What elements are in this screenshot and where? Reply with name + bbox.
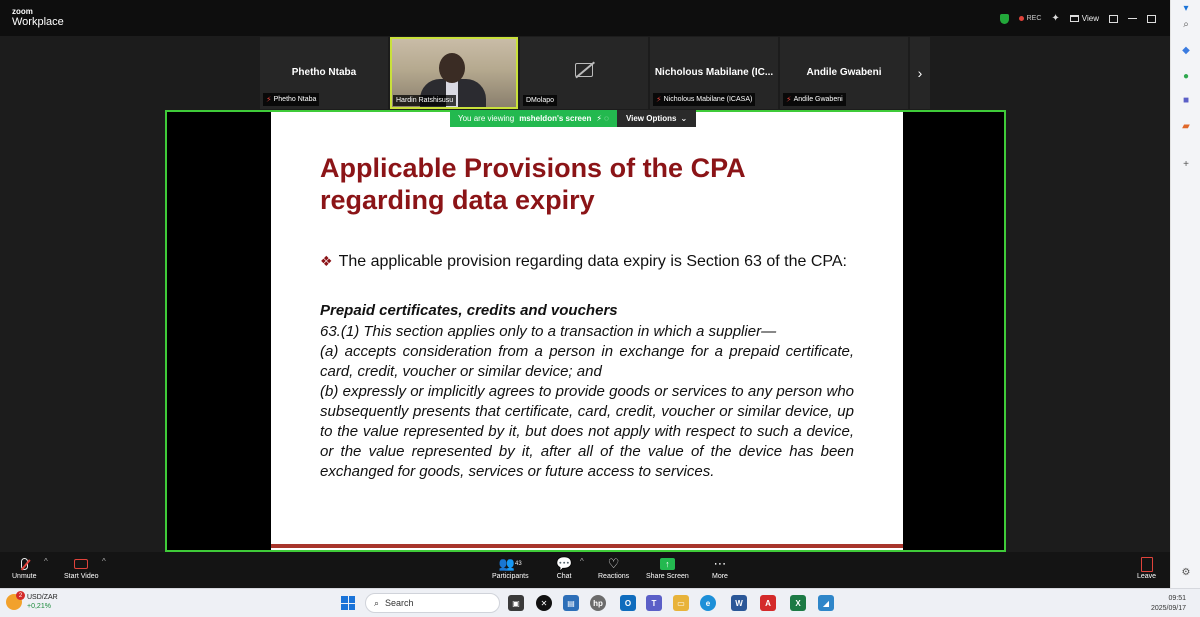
participant-tile[interactable] xyxy=(650,37,778,109)
record-dot-icon xyxy=(1019,16,1024,21)
windows-taskbar xyxy=(0,588,1200,617)
slide-bullet xyxy=(320,246,854,277)
leave-label: Leave xyxy=(1137,573,1157,580)
brand-bottom: Workplace xyxy=(12,16,64,28)
participant-tile[interactable] xyxy=(260,37,388,109)
more-dots-icon: ⋯ xyxy=(713,556,727,571)
slide-footer-bar xyxy=(271,544,903,548)
participant-name: Andile Gwabeni xyxy=(806,67,882,78)
window-dash-icon[interactable] xyxy=(1128,18,1137,19)
x-app-icon[interactable]: ✕ xyxy=(536,595,552,611)
view-options-button[interactable] xyxy=(617,110,696,127)
participant-label-text: Nicholous Mabilane (ICASA) xyxy=(663,96,753,103)
share-screen-arrow-icon: ↑ xyxy=(660,558,675,570)
participants-icon: 👥 xyxy=(498,556,516,571)
clock-time: 09:51 xyxy=(1168,595,1186,602)
photos-icon[interactable]: ◢ xyxy=(818,595,834,611)
zoom-logo xyxy=(12,7,64,27)
excel-icon[interactable]: X xyxy=(790,595,806,611)
store-icon[interactable]: ▤ xyxy=(563,595,579,611)
ticker-symbol: USD/ZAR xyxy=(27,594,58,601)
reactions-button[interactable] xyxy=(598,555,629,580)
presentation-slide xyxy=(271,112,903,550)
edge-icon[interactable]: e xyxy=(700,595,716,611)
video-camera-off-icon xyxy=(74,559,88,569)
file-explorer-icon[interactable]: ▭ xyxy=(673,595,689,611)
search-placeholder: Search xyxy=(385,598,414,608)
participant-strip xyxy=(260,37,930,109)
heart-icon: ♡ xyxy=(607,556,620,571)
section-heading: Prepaid certificates, credits and vouchers xyxy=(320,302,618,319)
presenter-name: msheldon's screen xyxy=(519,114,592,123)
participant-label xyxy=(653,93,755,106)
clock-date: 2025/09/17 xyxy=(1150,605,1186,612)
tag-icon[interactable]: ◆ xyxy=(1182,44,1190,56)
mic-muted-icon: ⚡ xyxy=(656,95,662,104)
section-paragraph: 63.(1) This section applies only to a transaction in which a supplier— xyxy=(320,323,777,340)
encryption-shield-icon[interactable] xyxy=(1000,14,1009,24)
windows-start-icon[interactable] xyxy=(341,596,355,610)
section-body xyxy=(320,322,854,482)
unmute-label: Unmute xyxy=(12,573,37,580)
view-options-label: View Options xyxy=(625,114,677,123)
ticker-widget[interactable] xyxy=(6,593,58,611)
meeting-toolbar xyxy=(0,552,1170,588)
gear-icon[interactable]: ⚙ xyxy=(1181,566,1191,578)
chat-label: Chat xyxy=(556,573,572,580)
participant-tile[interactable] xyxy=(520,37,648,109)
rec-label: REC xyxy=(1026,15,1042,22)
tools-icon[interactable]: ▰ xyxy=(1182,120,1190,132)
diamond-bullet-icon: ❖ xyxy=(320,253,333,269)
video-options-caret-icon[interactable]: ^ xyxy=(102,557,106,566)
slide-title-line1: Applicable Provisions of the CPA xyxy=(320,153,746,183)
participant-label-text: Hardin Ratshisusu xyxy=(396,97,454,104)
more-label: More xyxy=(712,573,728,580)
search-icon[interactable]: ⌕ xyxy=(1183,18,1189,30)
start-video-button[interactable] xyxy=(64,555,99,580)
shared-screen xyxy=(165,110,1006,552)
view-button[interactable] xyxy=(1070,14,1099,23)
sidebar-chevron-icon[interactable]: ▾ xyxy=(1183,2,1189,14)
notification-badge: 2 xyxy=(16,591,25,600)
hp-icon[interactable]: hp xyxy=(590,595,606,611)
start-video-label: Start Video xyxy=(64,573,99,580)
bullet-text: The applicable provision regarding data expiry is Section 63 of the CPA: xyxy=(338,253,847,270)
mic-muted-icon: ⚡ xyxy=(266,95,272,104)
presenter-mic-icon: ⚡ ◌ xyxy=(596,114,609,123)
recording-indicator[interactable] xyxy=(1019,15,1042,22)
view-label: View xyxy=(1081,14,1099,23)
section-paragraph: (a) accepts consideration from a person in exchange for a prepaid certificate, card, credit, voucher or similar device; and xyxy=(320,343,854,380)
outlook-icon[interactable]: O xyxy=(620,595,636,611)
share-screen-button[interactable] xyxy=(646,555,689,580)
participant-label-text: DMolapo xyxy=(526,97,555,104)
participant-name: Phetho Ntaba xyxy=(291,67,357,78)
microphone-muted-icon xyxy=(21,558,28,570)
acrobat-icon[interactable]: A xyxy=(760,595,776,611)
leave-button[interactable] xyxy=(1137,555,1156,580)
reactions-label: Reactions xyxy=(598,573,630,580)
ticker-text xyxy=(27,593,58,611)
leave-door-icon xyxy=(1141,557,1153,572)
participants-button[interactable] xyxy=(492,555,529,580)
viewing-banner xyxy=(450,110,696,127)
more-button[interactable] xyxy=(712,555,728,580)
slide-title-line2: regarding data expiry xyxy=(320,185,595,215)
participant-tile[interactable] xyxy=(780,37,908,109)
participant-label xyxy=(523,95,557,106)
add-icon[interactable]: + xyxy=(1183,158,1189,170)
mic-muted-icon: ⚡ xyxy=(786,95,792,104)
participant-label xyxy=(393,95,456,106)
viewing-prefix: You are viewing xyxy=(458,114,515,123)
unmute-button[interactable] xyxy=(12,555,37,580)
section-paragraph: (b) expressly or implicitly agrees to provide goods or services to any person who subsequently presents that certificate, card, credit, voucher or similar device, up to the value represented by it, but does not apply with respect to such a device, or the value represented by it, after all of the value of the device has been exchanged for goods, services or future access to services. xyxy=(320,383,854,480)
participants-count: 43 xyxy=(515,561,522,567)
teams-icon[interactable]: T xyxy=(646,595,662,611)
participant-label xyxy=(783,93,846,106)
task-view-icon[interactable]: ▣ xyxy=(508,595,524,611)
next-page-chevron-icon[interactable]: › xyxy=(910,37,930,109)
participants-label: Participants xyxy=(492,573,529,580)
taskbar-search[interactable] xyxy=(365,593,500,613)
word-icon[interactable]: W xyxy=(731,595,747,611)
grid-icon xyxy=(1070,15,1079,22)
participant-label-text: Phetho Ntaba xyxy=(273,96,317,103)
participant-tile-active-speaker[interactable] xyxy=(390,37,518,109)
slide-title xyxy=(320,152,880,216)
participant-name: Nicholous Mabilane (IC... xyxy=(654,67,774,78)
ai-companion-icon[interactable]: ✦ xyxy=(1051,13,1060,24)
browser-sidebar xyxy=(1170,0,1200,588)
chat-options-caret-icon[interactable]: ^ xyxy=(580,557,584,566)
audio-options-caret-icon[interactable]: ^ xyxy=(44,557,48,566)
share-screen-label: Share Screen xyxy=(646,573,689,580)
widget-icon xyxy=(6,594,22,610)
teams-icon[interactable]: ■ xyxy=(1182,94,1190,106)
taskbar-clock[interactable] xyxy=(1151,594,1186,614)
title-bar xyxy=(0,0,1170,36)
chevron-down-icon: ⌄ xyxy=(680,114,688,123)
chat-button[interactable] xyxy=(556,555,572,580)
chat-icon: 💬 xyxy=(556,556,573,571)
video-person-head xyxy=(439,53,465,83)
participant-label xyxy=(263,93,319,106)
ticker-change: +0,21% xyxy=(27,603,51,610)
minimize-window-icon[interactable] xyxy=(1109,15,1118,23)
copilot-icon[interactable]: ● xyxy=(1182,70,1190,82)
maximize-window-icon[interactable] xyxy=(1147,15,1156,23)
camera-off-icon xyxy=(575,63,593,77)
brand-top: zoom xyxy=(12,7,33,16)
viewing-indicator xyxy=(450,110,617,127)
participant-label-text: Andile Gwabeni xyxy=(793,96,843,103)
search-icon: ⌕ xyxy=(374,597,380,608)
